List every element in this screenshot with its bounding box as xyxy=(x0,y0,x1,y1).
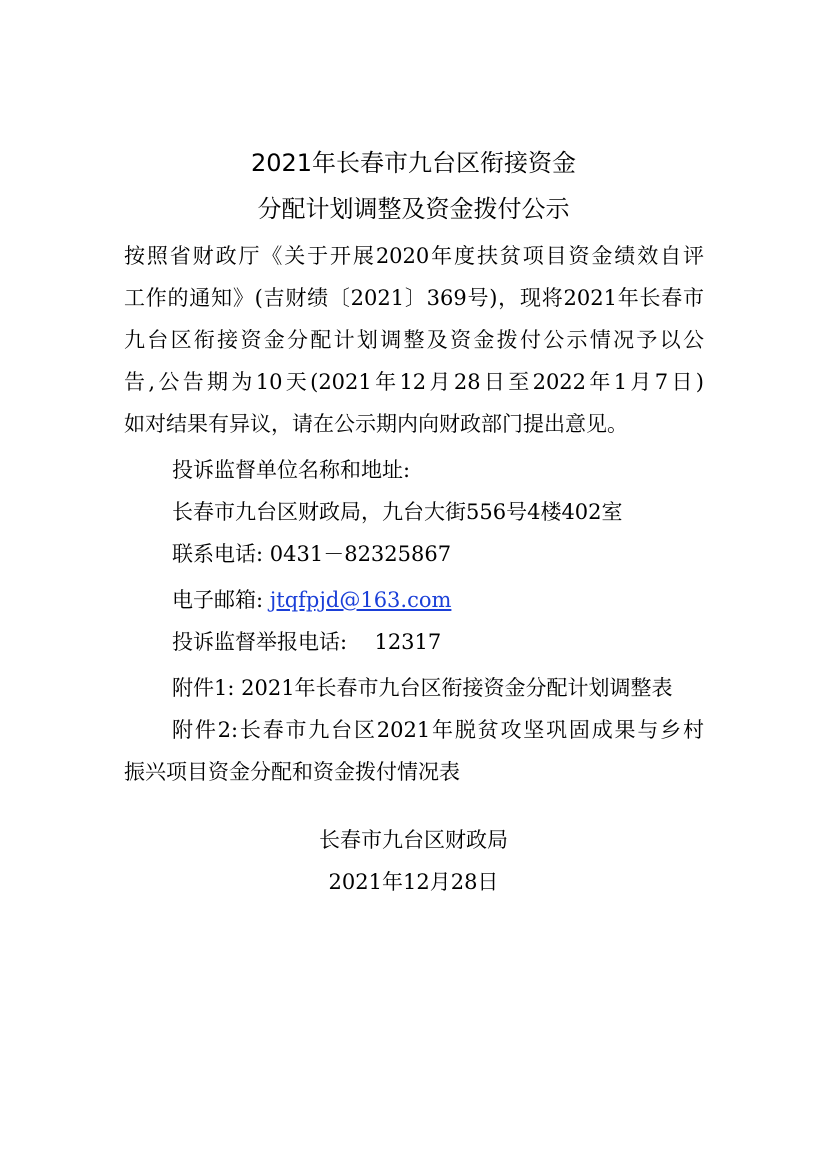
email-label: 电子邮箱: xyxy=(172,588,264,612)
contact-phone-row xyxy=(172,540,451,568)
hotline-number: 12317 xyxy=(374,630,442,654)
attachment-2-line-1: 附件2:长春市九台区2021年脱贫攻坚巩固成果与乡村 xyxy=(172,718,704,742)
contact-heading: 投诉监督单位名称和地址: xyxy=(172,458,411,482)
document-title-line-1: 2021年长春市九台区衔接资金 xyxy=(250,149,577,177)
body-paragraph-line: 九台区衔接资金分配计划调整及资金拨付公示情况予以公 xyxy=(124,328,704,352)
body-paragraph-line: 工作的通知》(吉财绩〔2021〕369号)，现将2021年长春市 xyxy=(124,286,704,310)
body-paragraph-line: 如对结果有异议，请在公示期内向财政部门提出意见。 xyxy=(124,412,628,436)
hotline-label: 投诉监督举报电话: xyxy=(172,630,348,654)
attachment-2-line-2: 振兴项目资金分配和资金拨付情况表 xyxy=(124,760,460,784)
contact-hotline-row xyxy=(172,628,441,656)
signature-org: 长春市九台区财政局 xyxy=(319,828,508,852)
body-paragraph-line: 告,公告期为10天(2021年12月28日至2022年1月7日) xyxy=(124,370,704,394)
contact-address: 长春市九台区财政局，九台大街556号4楼402室 xyxy=(172,500,623,524)
body-paragraph-line: 按照省财政厅《关于开展2020年度扶贫项目资金绩效自评 xyxy=(124,244,704,268)
attachment-1: 附件1: 2021年长春市九台区衔接资金分配计划调整表 xyxy=(172,676,673,700)
document-title-line-2: 分配计划调整及资金拨付公示 xyxy=(257,195,570,223)
email-link[interactable]: jtqfpjd@163.com xyxy=(269,588,452,612)
phone-label: 联系电话: xyxy=(172,542,264,566)
contact-email-row xyxy=(172,586,451,614)
phone-number: 0431－82325867 xyxy=(269,542,452,566)
signature-date: 2021年12月28日 xyxy=(328,870,499,894)
